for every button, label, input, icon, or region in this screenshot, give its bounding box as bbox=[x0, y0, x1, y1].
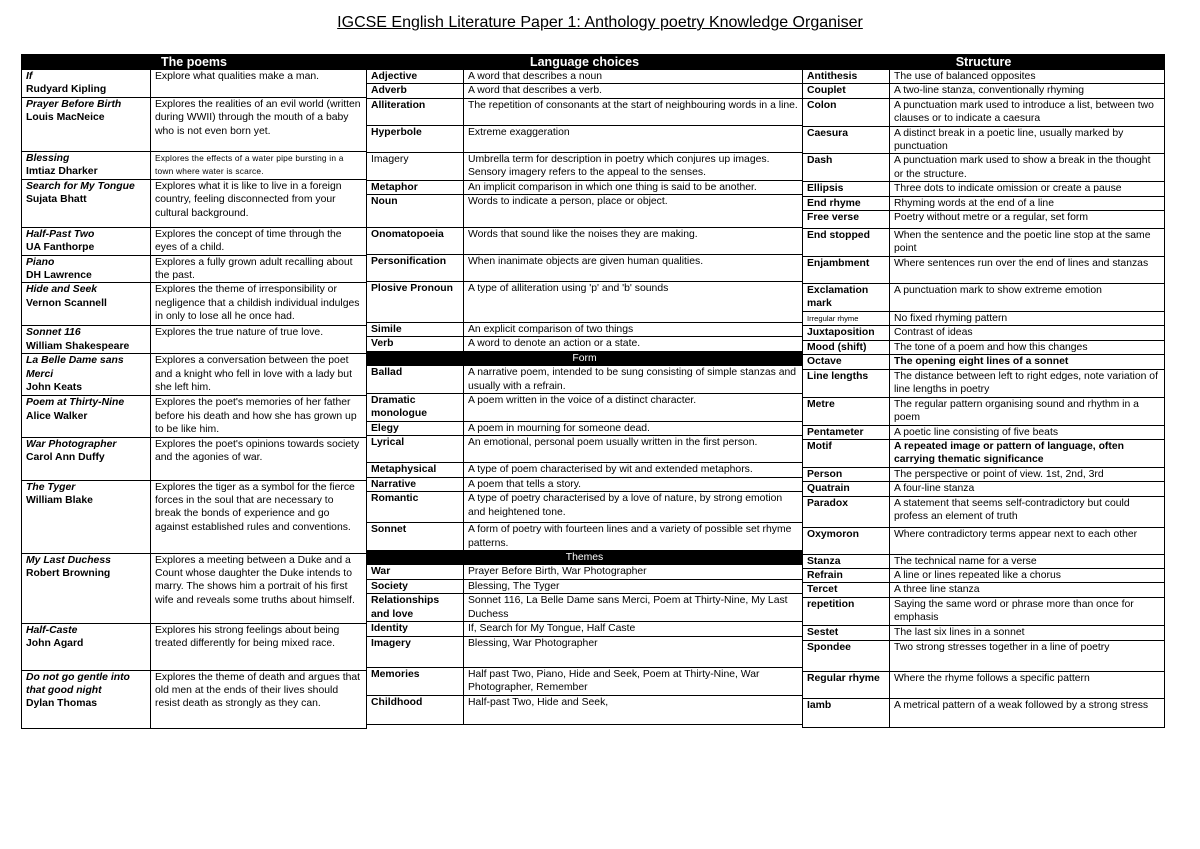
term-row bbox=[803, 340, 1165, 354]
term-label: Caesura bbox=[803, 126, 890, 154]
term-row bbox=[803, 467, 1165, 481]
term-row bbox=[803, 482, 1165, 496]
term-row bbox=[367, 152, 803, 180]
poem-description: Explores the effects of a water pipe bursting in a town where water is scarce. bbox=[151, 152, 367, 180]
term-label: Noun bbox=[367, 195, 464, 228]
term-definition: Where contradictory terms appear next to each other bbox=[890, 527, 1165, 554]
term-definition: Words to indicate a person, place or object. bbox=[464, 195, 803, 228]
poem-title-cell bbox=[22, 354, 151, 396]
term-definition: Where the rhyme follows a specific pattern bbox=[890, 671, 1165, 698]
poem-title-cell bbox=[22, 396, 151, 437]
term-row bbox=[803, 84, 1165, 98]
term-label: Juxtaposition bbox=[803, 326, 890, 340]
theme-row bbox=[367, 695, 803, 724]
poem-row bbox=[22, 670, 367, 728]
theme-label: Imagery bbox=[367, 636, 464, 667]
term-row bbox=[367, 282, 803, 323]
poem-title: Sonnet 116 bbox=[26, 327, 81, 339]
structure-header: Structure bbox=[803, 55, 1165, 70]
poem-description: Explores the poet's memories of her father before his death and how she has grown up to be like him. bbox=[151, 396, 367, 437]
poem-description: Explores the concept of time through the eyes of a child. bbox=[151, 227, 367, 255]
poem-description: Explores the true nature of true love. bbox=[151, 326, 367, 354]
poem-row bbox=[22, 98, 367, 152]
poem-title-cell bbox=[22, 255, 151, 283]
term-definition: A type of poetry characterised by a love of nature, by strong emotion and heightened tone. bbox=[464, 492, 803, 523]
term-label: Sestet bbox=[803, 625, 890, 640]
term-label: Pentameter bbox=[803, 425, 890, 439]
poem-row bbox=[22, 396, 367, 437]
poem-description: Explores a meeting between a Duke and a Count whose daughter the Duke intends to marry. The shows him a portrait of his first wife and reveals some truths about himself. bbox=[151, 553, 367, 623]
term-label: End rhyme bbox=[803, 196, 890, 210]
poem-poet: John Keats bbox=[26, 382, 83, 394]
term-label: Verb bbox=[367, 337, 464, 351]
term-row bbox=[367, 436, 803, 463]
poem-title-cell bbox=[22, 670, 151, 728]
term-label: Regular rhyme bbox=[803, 671, 890, 698]
poem-title-cell bbox=[22, 480, 151, 553]
term-label: Paradox bbox=[803, 496, 890, 527]
term-definition: A punctuation mark to show extreme emotion bbox=[890, 283, 1165, 311]
term-label: Stanza bbox=[803, 554, 890, 568]
theme-poems: Blessing, The Tyger bbox=[464, 579, 803, 593]
term-label: Metaphysical bbox=[367, 463, 464, 477]
poem-description: Explores the realities of an evil world (written during WWII) through the mouth of a baby who is not even born yet. bbox=[151, 98, 367, 152]
term-definition: The regular pattern organising sound and rhythm in a poem bbox=[890, 397, 1165, 425]
term-definition: Where sentences run over the end of lines and stanzas bbox=[890, 256, 1165, 283]
theme-label: Relationships and love bbox=[367, 594, 464, 622]
poem-title: If bbox=[26, 71, 33, 82]
poem-description: Explores the poet's opinions towards society and the agonies of war. bbox=[151, 437, 367, 480]
term-label: Quatrain bbox=[803, 482, 890, 496]
term-definition: A two-line stanza, conventionally rhyming bbox=[890, 84, 1165, 98]
term-definition: The use of balanced opposites bbox=[890, 70, 1165, 84]
term-label: Simile bbox=[367, 323, 464, 337]
structure-section bbox=[802, 54, 1164, 728]
poem-description: Explores what it is like to live in a foreign country, feeling disconnected from your cultural background. bbox=[151, 179, 367, 227]
poem-title-cell bbox=[22, 98, 151, 152]
poem-description: Explores the theme of death and argues that old men at the ends of their lives should resist death as strongly as they can. bbox=[151, 670, 367, 728]
term-definition: Poetry without metre or a regular, set form bbox=[890, 211, 1165, 229]
term-definition: The last six lines in a sonnet bbox=[890, 625, 1165, 640]
term-definition: A punctuation mark used to introduce a list, between two clauses or to indicate a caesura bbox=[890, 98, 1165, 126]
term-row bbox=[367, 337, 803, 351]
poem-poet: Rudyard Kipling bbox=[26, 84, 107, 96]
term-label: Exclamation mark bbox=[803, 283, 890, 311]
poem-title: La Belle Dame sans Merci bbox=[26, 355, 124, 380]
term-label: Spondee bbox=[803, 640, 890, 671]
poem-description: Explores the tiger as a symbol for the fierce forces in the soul that are necessary to break the bonds of experience and go against established rules and conventions. bbox=[151, 480, 367, 553]
term-definition: A repeated image or pattern of language, often carrying thematic significance bbox=[890, 439, 1165, 467]
poem-title: Do not go gentle into that good night bbox=[26, 671, 130, 697]
term-label: Adjective bbox=[367, 70, 464, 84]
poem-title-cell bbox=[22, 152, 151, 180]
term-row bbox=[803, 527, 1165, 554]
poem-poet: Sujata Bhatt bbox=[26, 194, 87, 206]
theme-row bbox=[367, 667, 803, 695]
poems-header: The poems bbox=[22, 55, 367, 70]
theme-poems: Half-past Two, Hide and Seek, bbox=[464, 695, 803, 724]
language-header: Language choices bbox=[367, 55, 803, 70]
poem-poet: Alice Walker bbox=[26, 410, 88, 422]
term-label: Iamb bbox=[803, 698, 890, 727]
term-definition: The perspective or point of view. 1st, 2nd, 3rd bbox=[890, 467, 1165, 481]
theme-poems: Blessing, War Photographer bbox=[464, 636, 803, 667]
poem-poet: Robert Browning bbox=[26, 568, 111, 580]
poem-poet: William Blake bbox=[26, 495, 93, 507]
poem-description: Explore what qualities make a man. bbox=[151, 70, 367, 98]
term-label: Dash bbox=[803, 154, 890, 182]
poem-row bbox=[22, 553, 367, 623]
term-label: Dramatic monologue bbox=[367, 394, 464, 422]
term-label: Ellipsis bbox=[803, 182, 890, 196]
term-label: Elegy bbox=[367, 421, 464, 435]
poem-title-cell bbox=[22, 227, 151, 255]
term-definition: An explicit comparison of two things bbox=[464, 323, 803, 337]
term-definition: Words that sound like the noises they are making. bbox=[464, 228, 803, 255]
term-row bbox=[367, 323, 803, 337]
term-definition: The tone of a poem and how this changes bbox=[890, 340, 1165, 354]
term-definition: A narrative poem, intended to be sung consisting of simple stanzas and usually with a refrain. bbox=[464, 366, 803, 394]
term-definition: Extreme exaggeration bbox=[464, 125, 803, 152]
term-row bbox=[803, 583, 1165, 597]
term-label: Line lengths bbox=[803, 369, 890, 397]
theme-row bbox=[367, 621, 803, 636]
poem-title: Poem at Thirty-Nine bbox=[26, 397, 125, 409]
term-definition: Rhyming words at the end of a line bbox=[890, 196, 1165, 210]
term-definition: Contrast of ideas bbox=[890, 326, 1165, 340]
theme-row bbox=[367, 579, 803, 593]
term-label: Onomatopoeia bbox=[367, 228, 464, 255]
term-row bbox=[803, 182, 1165, 196]
term-definition: Umbrella term for description in poetry which conjures up images. Sensory imagery refers to the appeal to the senses. bbox=[464, 152, 803, 180]
term-definition: Three dots to indicate omission or create a pause bbox=[890, 182, 1165, 196]
themes-header: Themes bbox=[367, 550, 803, 564]
term-row bbox=[803, 154, 1165, 182]
poem-poet: Vernon Scannell bbox=[26, 297, 107, 309]
poem-title: Piano bbox=[26, 256, 55, 268]
poem-row bbox=[22, 152, 367, 180]
term-definition: A type of alliteration using 'p' and 'b' sounds bbox=[464, 282, 803, 323]
term-label: Irregular rhyme bbox=[803, 311, 890, 325]
term-row bbox=[803, 311, 1165, 325]
theme-row bbox=[367, 565, 803, 579]
poem-title: War Photographer bbox=[26, 438, 117, 450]
term-label: Octave bbox=[803, 354, 890, 369]
term-definition: When inanimate objects are given human qualities. bbox=[464, 255, 803, 282]
poem-title: Prayer Before Birth bbox=[26, 99, 122, 110]
term-row bbox=[803, 211, 1165, 229]
term-definition: A punctuation mark used to show a break in the thought or the structure. bbox=[890, 154, 1165, 182]
poem-poet: William Shakespeare bbox=[26, 340, 130, 352]
poem-poet: Imtiaz Dharker bbox=[26, 166, 98, 178]
poem-title: Hide and Seek bbox=[26, 284, 98, 296]
poem-poet: Dylan Thomas bbox=[26, 698, 98, 710]
term-row bbox=[367, 125, 803, 152]
poem-title-cell bbox=[22, 326, 151, 354]
term-row bbox=[367, 523, 803, 551]
page-title: IGCSE English Literature Paper 1: Anthology poetry Knowledge Organiser bbox=[337, 14, 863, 31]
poem-description: Explores a conversation between the poet and a knight who fell in love with a lady but she left him. bbox=[151, 354, 367, 396]
poem-row bbox=[22, 326, 367, 354]
term-label: Narrative bbox=[367, 477, 464, 491]
theme-row bbox=[367, 636, 803, 667]
term-row bbox=[367, 394, 803, 422]
poem-row bbox=[22, 283, 367, 326]
term-row bbox=[367, 228, 803, 255]
poem-row bbox=[22, 255, 367, 283]
poem-description: Explores the theme of irresponsibility or negligence that a childish individual indulges in only to lose all he once had. bbox=[151, 283, 367, 326]
poem-title-cell bbox=[22, 437, 151, 480]
term-row bbox=[367, 255, 803, 282]
theme-poems: Sonnet 116, La Belle Dame sans Merci, Poem at Thirty-Nine, My Last Duchess bbox=[464, 594, 803, 622]
theme-poems: Half past Two, Piano, Hide and Seek, Poem at Thirty-Nine, War Photographer, Remember bbox=[464, 667, 803, 695]
term-definition: An emotional, personal poem usually written in the first person. bbox=[464, 436, 803, 463]
term-row bbox=[803, 126, 1165, 154]
poem-row bbox=[22, 227, 367, 255]
term-row bbox=[803, 625, 1165, 640]
term-label: Ballad bbox=[367, 366, 464, 394]
term-row bbox=[803, 698, 1165, 727]
poems-section bbox=[21, 54, 366, 729]
term-definition: An implicit comparison in which one thing is said to be another. bbox=[464, 180, 803, 194]
term-row bbox=[367, 98, 803, 125]
term-label: Sonnet bbox=[367, 523, 464, 551]
term-label: Couplet bbox=[803, 84, 890, 98]
term-definition: A form of poetry with fourteen lines and a variety of possible set rhyme patterns. bbox=[464, 523, 803, 551]
term-label: Colon bbox=[803, 98, 890, 126]
term-label: Alliteration bbox=[367, 98, 464, 125]
term-label: Free verse bbox=[803, 211, 890, 229]
theme-poems: Prayer Before Birth, War Photographer bbox=[464, 565, 803, 579]
poem-row bbox=[22, 179, 367, 227]
term-definition: A statement that seems self-contradictory but could profess an element of truth bbox=[890, 496, 1165, 527]
term-label: Tercet bbox=[803, 583, 890, 597]
term-row bbox=[803, 229, 1165, 257]
term-row bbox=[803, 425, 1165, 439]
poem-title: Half-Past Two bbox=[26, 228, 95, 240]
term-definition: A type of poem characterised by wit and extended metaphors. bbox=[464, 463, 803, 477]
term-row bbox=[803, 70, 1165, 84]
poem-title: Half-Caste bbox=[26, 624, 78, 636]
term-label: Refrain bbox=[803, 568, 890, 582]
poem-title: Search for My Tongue bbox=[26, 180, 135, 192]
term-label: Imagery bbox=[367, 152, 464, 180]
term-definition: A word to denote an action or a state. bbox=[464, 337, 803, 351]
term-definition: A distinct break in a poetic line, usually marked by punctuation bbox=[890, 126, 1165, 154]
term-label: Antithesis bbox=[803, 70, 890, 84]
term-definition: The repetition of consonants at the start of neighbouring words in a line. bbox=[464, 98, 803, 125]
term-definition: A word that describes a verb. bbox=[464, 84, 803, 98]
term-row bbox=[367, 366, 803, 394]
term-definition: A three line stanza bbox=[890, 583, 1165, 597]
term-row bbox=[367, 84, 803, 98]
term-label: Lyrical bbox=[367, 436, 464, 463]
poem-row bbox=[22, 623, 367, 670]
term-label: Person bbox=[803, 467, 890, 481]
term-label: Oxymoron bbox=[803, 527, 890, 554]
term-row bbox=[803, 554, 1165, 568]
term-row bbox=[803, 196, 1165, 210]
term-row bbox=[803, 597, 1165, 625]
term-row bbox=[367, 492, 803, 523]
poems-table bbox=[21, 54, 367, 729]
poem-row bbox=[22, 70, 367, 98]
term-definition: A metrical pattern of a weak followed by a strong stress bbox=[890, 698, 1165, 727]
term-definition: A poem that tells a story. bbox=[464, 477, 803, 491]
term-label: repetition bbox=[803, 597, 890, 625]
term-row bbox=[803, 256, 1165, 283]
poem-title-cell bbox=[22, 553, 151, 623]
term-row bbox=[803, 369, 1165, 397]
term-row bbox=[803, 496, 1165, 527]
term-row bbox=[367, 421, 803, 435]
poem-poet: DH Lawrence bbox=[26, 270, 92, 282]
poem-title-cell bbox=[22, 623, 151, 670]
term-definition: A poem written in the voice of a distinct character. bbox=[464, 394, 803, 422]
term-definition: A word that describes a noun bbox=[464, 70, 803, 84]
term-label: Hyperbole bbox=[367, 125, 464, 152]
term-label: Plosive Pronoun bbox=[367, 282, 464, 323]
term-label: Personification bbox=[367, 255, 464, 282]
theme-label: Childhood bbox=[367, 695, 464, 724]
term-label: Romantic bbox=[367, 492, 464, 523]
term-label: Metaphor bbox=[367, 180, 464, 194]
term-definition: A four-line stanza bbox=[890, 482, 1165, 496]
term-row bbox=[367, 195, 803, 228]
term-row bbox=[803, 640, 1165, 671]
term-definition: A poetic line consisting of five beats bbox=[890, 425, 1165, 439]
language-section bbox=[366, 54, 802, 725]
term-label: Metre bbox=[803, 397, 890, 425]
term-definition: A line or lines repeated like a chorus bbox=[890, 568, 1165, 582]
term-row bbox=[367, 477, 803, 491]
poem-title: Blessing bbox=[26, 153, 70, 164]
term-row bbox=[803, 439, 1165, 467]
term-label: End stopped bbox=[803, 229, 890, 257]
poem-poet: UA Fanthorpe bbox=[26, 242, 95, 254]
term-row bbox=[803, 98, 1165, 126]
term-row bbox=[803, 568, 1165, 582]
poem-poet: Carol Ann Duffy bbox=[26, 452, 105, 464]
term-row bbox=[367, 70, 803, 84]
form-header: Form bbox=[367, 351, 803, 365]
poem-description: Explores a fully grown adult recalling about the past. bbox=[151, 255, 367, 283]
term-row bbox=[803, 671, 1165, 698]
poem-poet: John Agard bbox=[26, 638, 84, 650]
poem-title: The Tyger bbox=[26, 481, 76, 493]
term-definition: A poem in mourning for someone dead. bbox=[464, 421, 803, 435]
term-row bbox=[803, 397, 1165, 425]
poem-title-cell bbox=[22, 283, 151, 326]
term-definition: The technical name for a verse bbox=[890, 554, 1165, 568]
theme-poems: If, Search for My Tongue, Half Caste bbox=[464, 621, 803, 636]
poem-title-cell bbox=[22, 70, 151, 98]
poem-row bbox=[22, 437, 367, 480]
theme-row bbox=[367, 594, 803, 622]
theme-label: War bbox=[367, 565, 464, 579]
poem-title-cell bbox=[22, 179, 151, 227]
theme-label: Identity bbox=[367, 621, 464, 636]
term-label: Adverb bbox=[367, 84, 464, 98]
poem-poet: Louis MacNeice bbox=[26, 112, 105, 124]
language-table bbox=[366, 54, 803, 725]
theme-label: Society bbox=[367, 579, 464, 593]
term-label: Mood (shift) bbox=[803, 340, 890, 354]
term-definition: The distance between left to right edges, note variation of line lengths in poetry bbox=[890, 369, 1165, 397]
structure-table bbox=[802, 54, 1165, 728]
term-definition: The opening eight lines of a sonnet bbox=[890, 354, 1165, 369]
term-definition: When the sentence and the poetic line stop at the same point bbox=[890, 229, 1165, 257]
term-row bbox=[803, 326, 1165, 340]
term-row bbox=[803, 283, 1165, 311]
term-definition: Saying the same word or phrase more than once for emphasis bbox=[890, 597, 1165, 625]
term-definition: No fixed rhyming pattern bbox=[890, 311, 1165, 325]
term-row bbox=[367, 180, 803, 194]
poem-description: Explores his strong feelings about being treated differently for being mixed race. bbox=[151, 623, 367, 670]
term-definition: Two strong stresses together in a line of poetry bbox=[890, 640, 1165, 671]
poem-row bbox=[22, 354, 367, 396]
term-label: Motif bbox=[803, 439, 890, 467]
theme-label: Memories bbox=[367, 667, 464, 695]
term-row bbox=[367, 463, 803, 477]
term-row bbox=[803, 354, 1165, 369]
poem-title: My Last Duchess bbox=[26, 554, 111, 566]
poem-row bbox=[22, 480, 367, 553]
term-label: Enjambment bbox=[803, 256, 890, 283]
